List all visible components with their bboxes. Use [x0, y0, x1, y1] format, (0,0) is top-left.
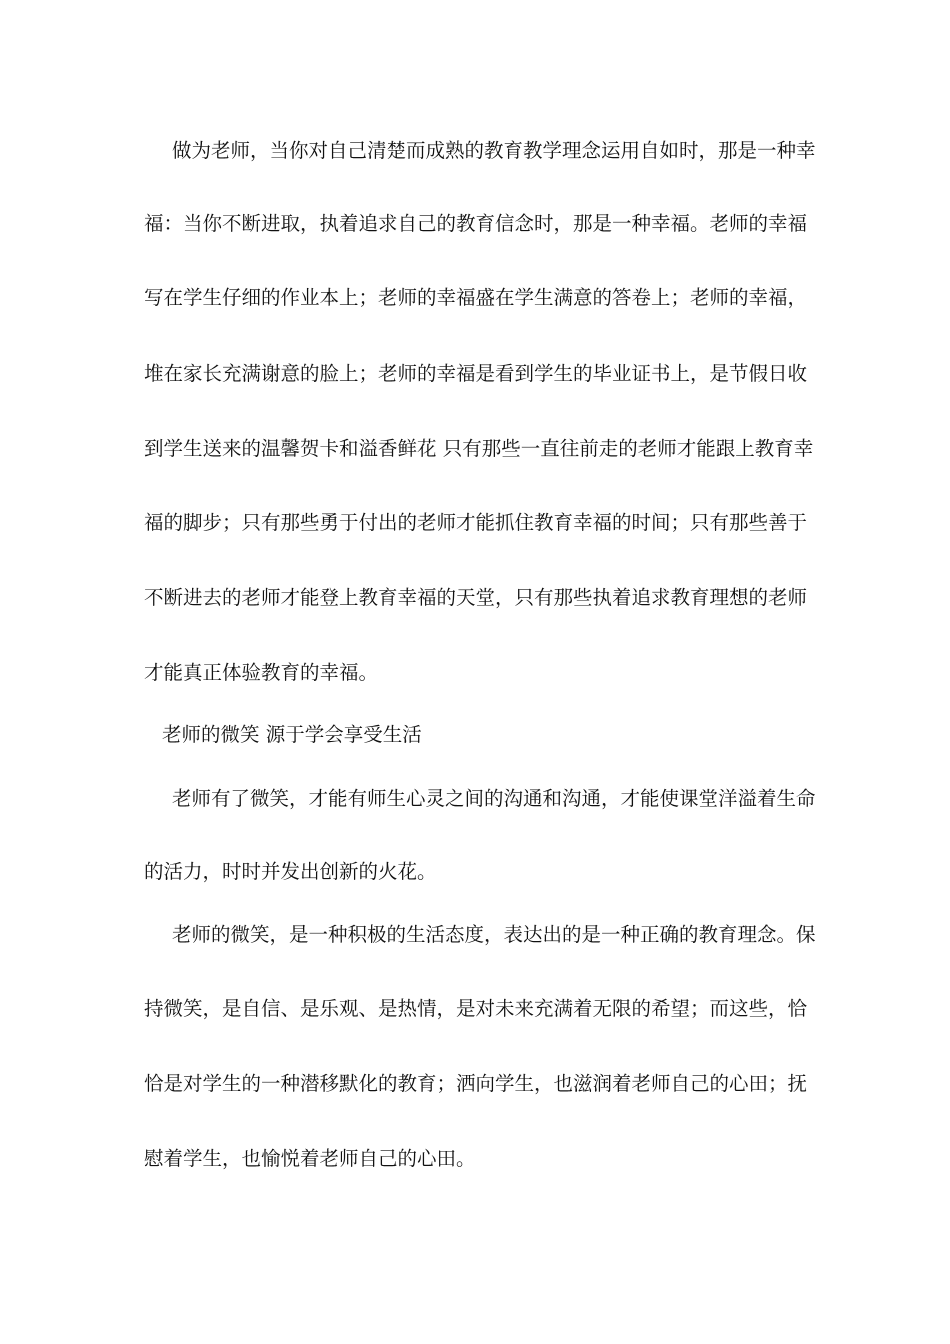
paragraph-1-line-5: 到学生送来的温馨贺卡和溢香鲜花 只有那些一直往前走的老师才能跟上教育幸 [144, 437, 814, 460]
paragraph-1-line-2: 福：当你不断进取，执着追求自己的教育信念时，那是一种幸福。老师的幸福 [144, 212, 808, 235]
paragraph-1-line-7: 不断进去的老师才能登上教育幸福的天堂，只有那些执着追求教育理想的老师 [144, 586, 808, 609]
paragraph-3-line-3: 恰是对学生的一种潜移默化的教育；洒向学生，也滋润着老师自己的心田；抚 [144, 1072, 808, 1095]
paragraph-2-line-1: 老师有了微笑，才能有师生心灵之间的沟通和沟通，才能使课堂洋溢着生命 [172, 787, 816, 810]
paragraph-3-line-1: 老师的微笑，是一种积极的生活态度，表达出的是一种正确的教育理念。保 [172, 923, 816, 946]
paragraph-1-line-8: 才能真正体验教育的幸福。 [144, 661, 379, 684]
paragraph-1-line-4: 堆在家长充满谢意的脸上；老师的幸福是看到学生的毕业证书上，是节假日收 [144, 362, 808, 385]
paragraph-1-line-1: 做为老师，当你对自己清楚而成熟的教育教学理念运用自如时，那是一种幸 [172, 139, 816, 162]
paragraph-3-line-2: 持微笑，是自信、是乐观、是热情，是对未来充满着无限的希望；而这些，恰 [144, 997, 808, 1020]
section-heading: 老师的微笑 源于学会享受生活 [162, 723, 422, 746]
paragraph-1-line-3: 写在学生仔细的作业本上；老师的幸福盛在学生满意的答卷上；老师的幸福， [144, 286, 808, 309]
paragraph-2-line-2: 的活力，时时并发出创新的火花。 [144, 860, 437, 883]
paragraph-1-line-6: 福的脚步；只有那些勇于付出的老师才能抓住教育幸福的时间；只有那些善于 [144, 511, 808, 534]
paragraph-3-line-4: 慰着学生，也愉悦着老师自己的心田。 [144, 1147, 476, 1170]
